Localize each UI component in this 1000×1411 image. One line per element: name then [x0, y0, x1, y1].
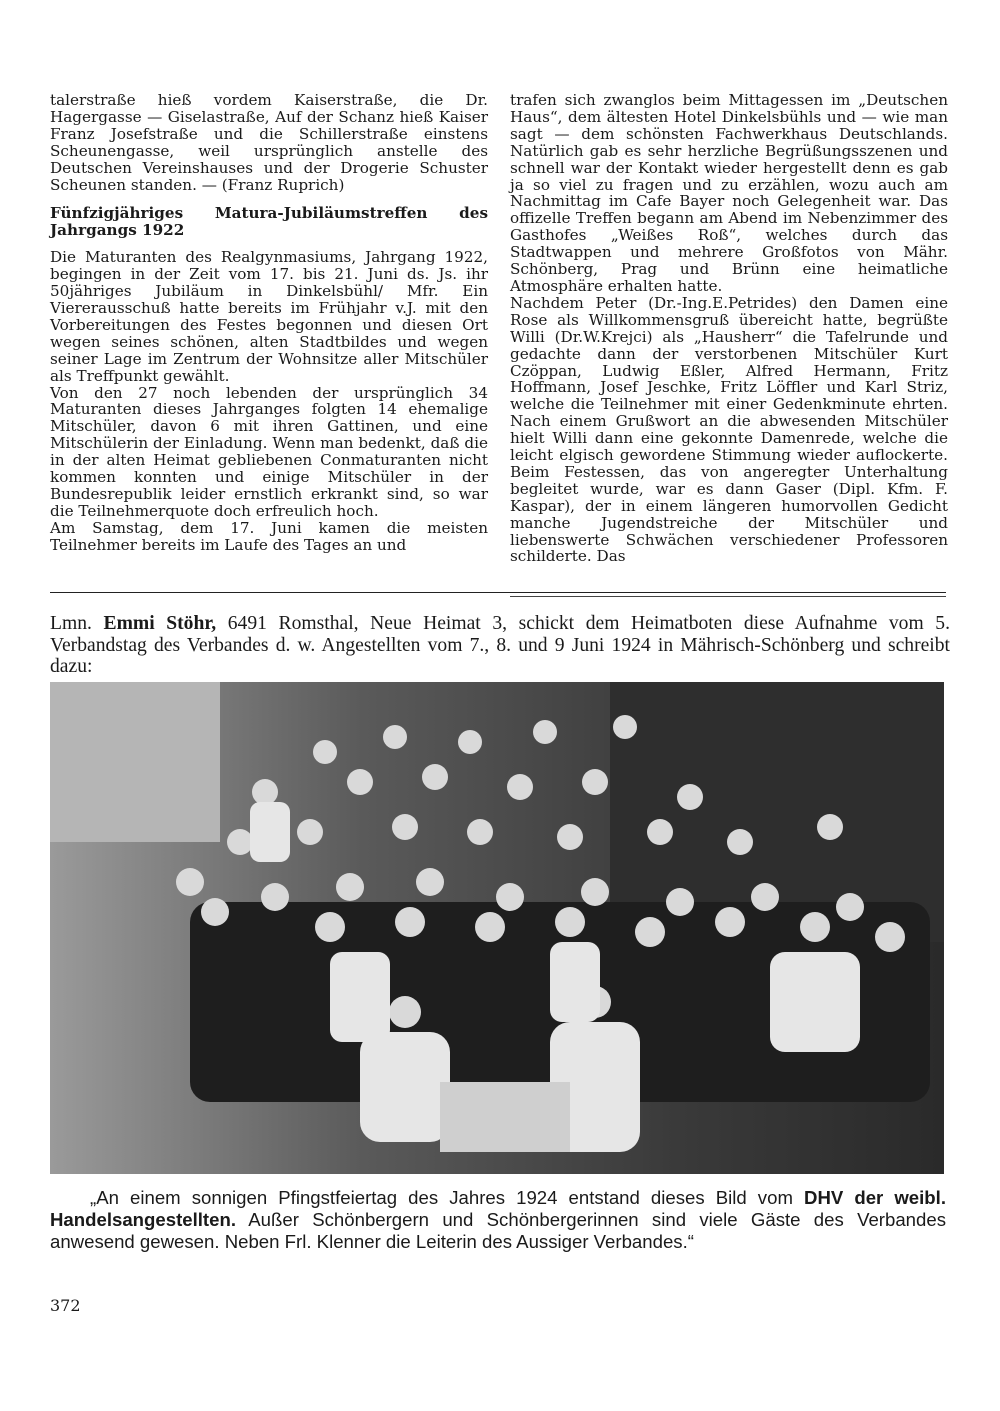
- intro-name: Emmi Stöhr,: [103, 613, 217, 634]
- section-divider-thin: [510, 596, 946, 597]
- heading-part-1: Fünfzigjähriges: [50, 204, 184, 223]
- caption-bold: DHV der weibl. Handelsangestellten.: [50, 1187, 946, 1230]
- heading-part-3: des: [459, 204, 488, 223]
- left-paragraph-3: Von den 27 noch lebenden der ursprünglich 34 Maturanten dieses Jahrganges folgten 14 ehemalige Mitschüler, davon 6 mit ihren Gattinen, und eine Mitschülerin der Einladung. Wenn man bedenkt, daß die in der alten Heimat gebliebenen Conmaturanten nicht kommen konnten und einige Mitschüler in der Bundesrepublik leider ernstlich erkrankt sind, so war die Teilnehmerquote doch erfreulich hoch.: [50, 383, 488, 520]
- left-paragraph-4: Am Samstag, dem 17. Juni kamen die meisten Teilnehmer bereits im Laufe des Tages an und: [50, 518, 488, 554]
- photo-intro: [50, 613, 950, 678]
- left-paragraph-1: talerstraße hieß vordem Kaiserstraße, die Dr. Hagergasse — Giselastraße, Auf der Schanz hieß Kaiser Franz Josefstraße und die Schillerstraße einstens Scheunengasse, weil ursprünglich anstelle des Deutschen Vereinshauses und der Drogerie Schuster Scheunen standen. — (Franz Ruprich): [50, 91, 488, 194]
- right-paragraph-1: trafen sich zwanglos beim Mittagessen im „Deutschen Haus“, dem ältesten Hotel Dinkelsbühls und — wie man sagt — dem schönsten Fachwerkhaus Deutschlands. Natürlich gab es sehr herzliche Begrüßungsszenen und schnell war der Kontakt wieder hergestellt denn es gab ja so viel zu fragen und zu erzählen, wozu auch am Nachmittag im Cafe Bayer noch Gelegenheit war. Das offizelle Treffen begann am Abend im Nebenzimmer des Gasthofes „Weißes Roß“, welches durch das Stadtwappen und mehrere Großfotos von Mähr. Schönberg, Prag und Brünn eine heimatliche Atmosphäre erhalten hatte.: [510, 91, 948, 295]
- right-paragraph-2: Nachdem Peter (Dr.-Ing.E.Petrides) den Damen eine Rose als Willkommensgruß übereicht hatte, begrüßte Willi (Dr.W.Krejci) als „Hausherr“ die Tafelrunde und gedachte dann der verstorbenen Mitschüler Kurt Czöppan, Ludwig Eßler, Alfred Hermann, Fritz Hoffmann, Josef Jeschke, Fritz Löffler und Karl Striz, welche die Teilnehmer mit einer Gedenkminute ehrten. Nach einem Grußwort an die abwesenden Mitschüler hielt Willi dann eine gekonnte Damenrede, welche die leicht elgisch gewordene Stimmung wieder auflockerte. Beim Festessen, das von angeregter Unterhaltung begleitet wurde, war es dann Gaser (Dipl. Kfm. F. Kaspar), der in einem längeren humorvollen Gedicht manche Jugendstreiche der Mitschüler und liebenswerte Schwächen verschiedener Professoren schilderte. Das: [510, 293, 948, 566]
- caption-part-1: „An einem sonnigen Pfingstfeiertag des Jahres 1924 entstand dieses Bild vom: [90, 1187, 805, 1208]
- group-photo: [50, 682, 944, 1174]
- heading-part-2: Matura-Jubiläumstreffen: [214, 204, 428, 223]
- group-photo-image: [50, 682, 944, 1174]
- article-heading: [50, 205, 488, 239]
- left-paragraph-2: Die Maturanten des Realgynmasiums, Jahrgang 1922, begingen in der Zeit vom 17. bis 21. Juni ds. Js. ihr 50jähriges Jubiläum in Dinkelsbühl/ Mfr. Ein Viererausschuß hatte bereits im Frühjahr v.J. mit den Vorbereitungen des Festes begonnen und diesen Ort wegen seines schönen, alten Stadtbildes und wegen seiner Lage im Zentrum der Wohnsitze aller Mitschüler als Treffpunkt gewählt.: [50, 248, 488, 385]
- heading-part-4: Jahrgangs 1922: [50, 221, 185, 240]
- intro-prefix: Lmn.: [50, 613, 104, 634]
- right-column: [510, 92, 948, 565]
- section-divider: [50, 592, 946, 593]
- intro-text: 6491 Romsthal, Neue Heimat 3, schickt dem Heimatboten diese Aufnahme vom 5. Verbandstag des Verbandes d. w. Angestellten vom 7., 8. und 9 Juni 1924 in Mährisch-Schönberg und schreibt dazu:: [50, 613, 951, 677]
- left-column: [50, 92, 488, 554]
- caption-part-2: Außer Schönbergern und Schönbergerinnen sind viele Gäste des Verbandes anwesend gewesen. Neben Frl. Klenner die Leiterin des Aussiger Verbandes.“: [50, 1208, 946, 1252]
- page-number: 372: [50, 1296, 81, 1315]
- photo-caption: [50, 1187, 946, 1252]
